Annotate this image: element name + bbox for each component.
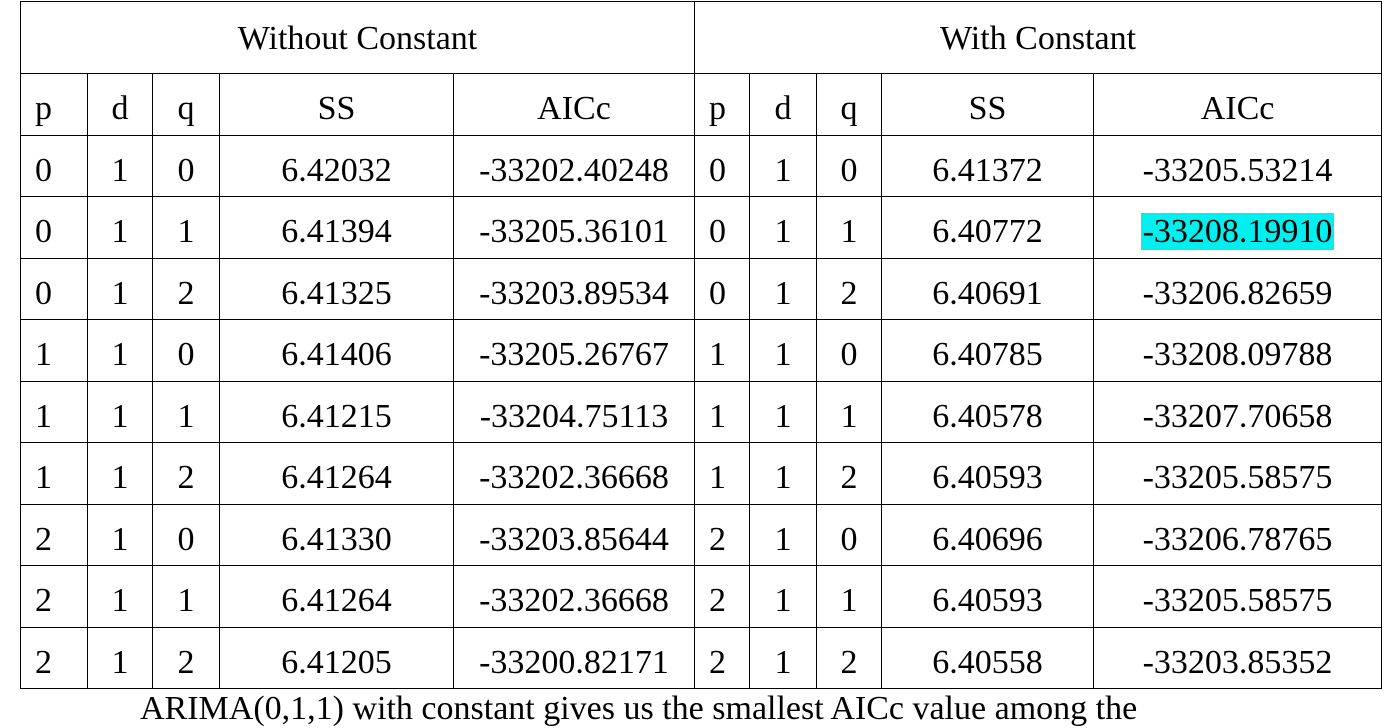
table-row (21, 566, 1382, 628)
cell-aicc: -33204.75113 (454, 381, 695, 443)
col-header-q: q (153, 74, 220, 136)
cell-p: 2 (695, 504, 750, 566)
cell-ss: 6.42032 (220, 135, 454, 197)
cell-d: 1 (88, 197, 153, 259)
cell-ss: 6.41394 (220, 197, 454, 259)
cell-ss: 6.41264 (220, 566, 454, 628)
group-without-constant: Without Constant (21, 2, 695, 74)
best-aicc-highlight: -33208.19910 (1142, 213, 1333, 250)
cell-p: 2 (21, 504, 88, 566)
col-header-aicc: AICc (1094, 74, 1382, 136)
cell-q: 1 (153, 197, 220, 259)
cell-aicc: -33203.85352 (1094, 627, 1382, 689)
cell-p: 0 (21, 258, 88, 320)
cell-aicc: -33203.85644 (454, 504, 695, 566)
cell-q: 2 (817, 627, 882, 689)
cell-d: 1 (750, 566, 817, 628)
cell-d: 1 (88, 566, 153, 628)
table-row (21, 135, 1382, 197)
cell-d: 1 (750, 627, 817, 689)
cell-aicc: -33202.36668 (454, 566, 695, 628)
cell-d: 1 (750, 135, 817, 197)
col-header-d: d (750, 74, 817, 136)
cell-aicc: -33202.40248 (454, 135, 695, 197)
col-header-q: q (817, 74, 882, 136)
cell-q: 1 (817, 197, 882, 259)
column-header-row (21, 74, 1382, 136)
cell-aicc: -33206.82659 (1094, 258, 1382, 320)
cell-p: 2 (21, 627, 88, 689)
cell-d: 1 (750, 197, 817, 259)
cell-q: 2 (153, 258, 220, 320)
cell-q: 0 (153, 320, 220, 382)
cell-p: 0 (695, 135, 750, 197)
cell-d: 1 (88, 381, 153, 443)
cell-p: 1 (695, 381, 750, 443)
cell-ss: 6.41264 (220, 443, 454, 505)
cell-aicc: -33208.09788 (1094, 320, 1382, 382)
cell-d: 1 (88, 258, 153, 320)
cell-ss: 6.40785 (882, 320, 1094, 382)
cell-ss: 6.41325 (220, 258, 454, 320)
col-header-ss: SS (220, 74, 454, 136)
cell-ss: 6.40558 (882, 627, 1094, 689)
cell-p: 1 (21, 381, 88, 443)
cell-p: 0 (21, 197, 88, 259)
table-row (21, 320, 1382, 382)
cell-ss: 6.40696 (882, 504, 1094, 566)
cell-d: 1 (750, 504, 817, 566)
cell-aicc: -33205.58575 (1094, 443, 1382, 505)
cell-q: 1 (817, 566, 882, 628)
cell-aicc: -33205.58575 (1094, 566, 1382, 628)
cell-aicc: -33202.36668 (454, 443, 695, 505)
table-row (21, 443, 1382, 505)
cell-q: 0 (153, 504, 220, 566)
table-row (21, 627, 1382, 689)
cell-q: 1 (817, 381, 882, 443)
group-with-constant: With Constant (695, 2, 1382, 74)
cell-d: 1 (88, 320, 153, 382)
cell-d: 1 (88, 443, 153, 505)
cell-p: 1 (21, 320, 88, 382)
cell-d: 1 (750, 381, 817, 443)
cell-ss: 6.41330 (220, 504, 454, 566)
cell-ss: 6.40691 (882, 258, 1094, 320)
cell-aicc: -33205.53214 (1094, 135, 1382, 197)
table-row (21, 504, 1382, 566)
cell-q: 2 (153, 627, 220, 689)
arima-comparison-table (20, 1, 1382, 689)
cell-ss: 6.40593 (882, 566, 1094, 628)
table-caption: ARIMA(0,1,1) with constant gives us the smallest AICc value among the (140, 690, 1138, 727)
cell-p: 0 (695, 258, 750, 320)
cell-ss: 6.41372 (882, 135, 1094, 197)
cell-d: 1 (88, 627, 153, 689)
cell-p: 0 (21, 135, 88, 197)
cell-q: 0 (817, 320, 882, 382)
cell-d: 1 (88, 135, 153, 197)
cell-q: 2 (817, 258, 882, 320)
table-row (21, 258, 1382, 320)
cell-aicc: -33203.89534 (454, 258, 695, 320)
cell-aicc: -33206.78765 (1094, 504, 1382, 566)
cell-p: 2 (695, 566, 750, 628)
cell-p: 0 (695, 197, 750, 259)
col-header-ss: SS (882, 74, 1094, 136)
cell-p: 1 (695, 443, 750, 505)
col-header-p: p (21, 74, 88, 136)
cell-aicc: -33205.26767 (454, 320, 695, 382)
table-row (21, 381, 1382, 443)
cell-p: 2 (21, 566, 88, 628)
cell-aicc: -33200.82171 (454, 627, 695, 689)
cell-ss: 6.41406 (220, 320, 454, 382)
cell-q: 2 (817, 443, 882, 505)
cell-ss: 6.41215 (220, 381, 454, 443)
cell-q: 2 (153, 443, 220, 505)
cell-aicc: -33207.70658 (1094, 381, 1382, 443)
cell-aicc-best (1094, 197, 1382, 259)
cell-q: 0 (153, 135, 220, 197)
cell-aicc: -33205.36101 (454, 197, 695, 259)
cell-ss: 6.40772 (882, 197, 1094, 259)
cell-q: 0 (817, 135, 882, 197)
cell-ss: 6.40593 (882, 443, 1094, 505)
cell-q: 0 (817, 504, 882, 566)
cell-d: 1 (750, 320, 817, 382)
cell-d: 1 (88, 504, 153, 566)
cell-ss: 6.41205 (220, 627, 454, 689)
col-header-aicc: AICc (454, 74, 695, 136)
cell-d: 1 (750, 258, 817, 320)
cell-q: 1 (153, 566, 220, 628)
col-header-d: d (88, 74, 153, 136)
cell-p: 1 (695, 320, 750, 382)
col-header-p: p (695, 74, 750, 136)
group-header-row (21, 2, 1382, 74)
table-row (21, 197, 1382, 259)
cell-p: 1 (21, 443, 88, 505)
cell-q: 1 (153, 381, 220, 443)
cell-ss: 6.40578 (882, 381, 1094, 443)
cell-p: 2 (695, 627, 750, 689)
cell-d: 1 (750, 443, 817, 505)
